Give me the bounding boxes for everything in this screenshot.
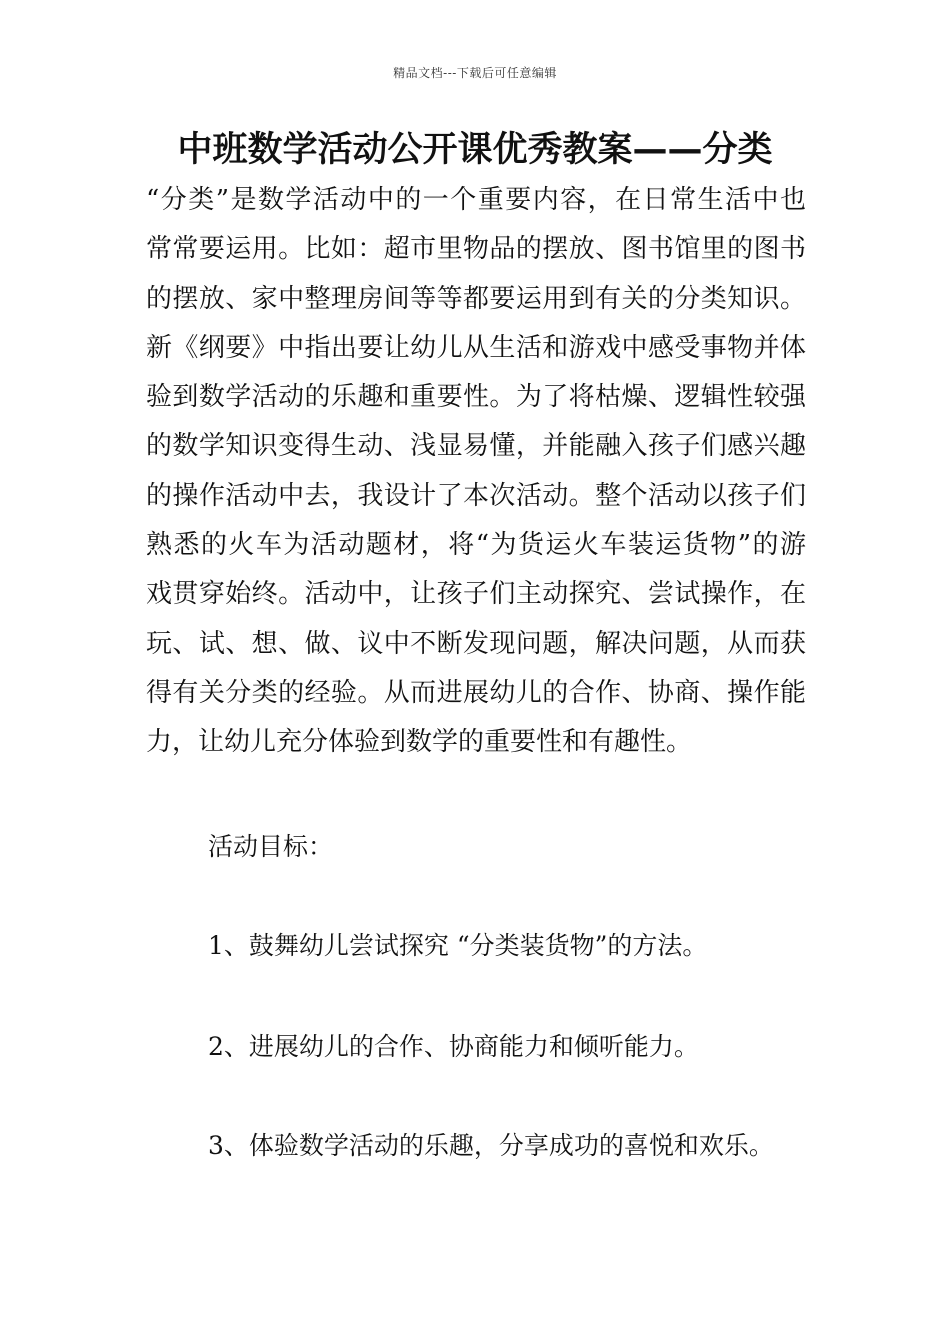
paragraph-line: 力，让幼儿充分体验到数学的重要性和有趣性。 [146, 727, 693, 758]
goal-item: 1、鼓舞幼儿尝试探究 “分类装货物”的方法。 [208, 931, 708, 960]
paragraph-line: 得有关分类的经验。从而进展幼儿的合作、协商、操作能 [146, 677, 806, 708]
intro-paragraph [146, 176, 806, 768]
paragraph-line: 玩、试、想、做、议中不断发现问题，解决问题，从而获 [146, 628, 806, 659]
document-title: 中班数学活动公开课优秀教案——分类 [177, 130, 773, 170]
paragraph-line: 常常要运用。比如：超市里物品的摆放、图书馆里的图书 [146, 234, 806, 265]
goal-item: 3、体验数学活动的乐趣，分享成功的喜悦和欢乐。 [208, 1131, 774, 1160]
paragraph-line: “分类”是数学活动中的一个重要内容，在日常生活中也 [146, 185, 806, 215]
paragraph-line: 新《纲要》中指出要让幼儿从生活和游戏中感受事物并体 [146, 332, 806, 363]
page-header: 精品文档---下载后可任意编辑 [393, 66, 557, 80]
paragraph-line: 的摆放、家中整理房间等等都要运用到有关的分类知识。 [146, 283, 806, 314]
paragraph-line: 熟悉的火车为活动题材，将“为货运火车装运货物”的游 [146, 530, 806, 561]
paragraph-line: 验到数学活动的乐趣和重要性。为了将枯燥、逻辑性较强 [146, 382, 806, 413]
goals-heading: 活动目标： [208, 832, 334, 861]
paragraph-line: 戏贯穿始终。活动中，让孩子们主动探究、尝试操作，在 [146, 579, 806, 610]
paragraph-line: 的数学知识变得生动、浅显易懂，并能融入孩子们感兴趣 [146, 431, 806, 462]
goal-item: 2、进展幼儿的合作、协商能力和倾听能力。 [208, 1032, 699, 1061]
paragraph-line: 的操作活动中去，我设计了本次活动。整个活动以孩子们 [146, 480, 806, 511]
